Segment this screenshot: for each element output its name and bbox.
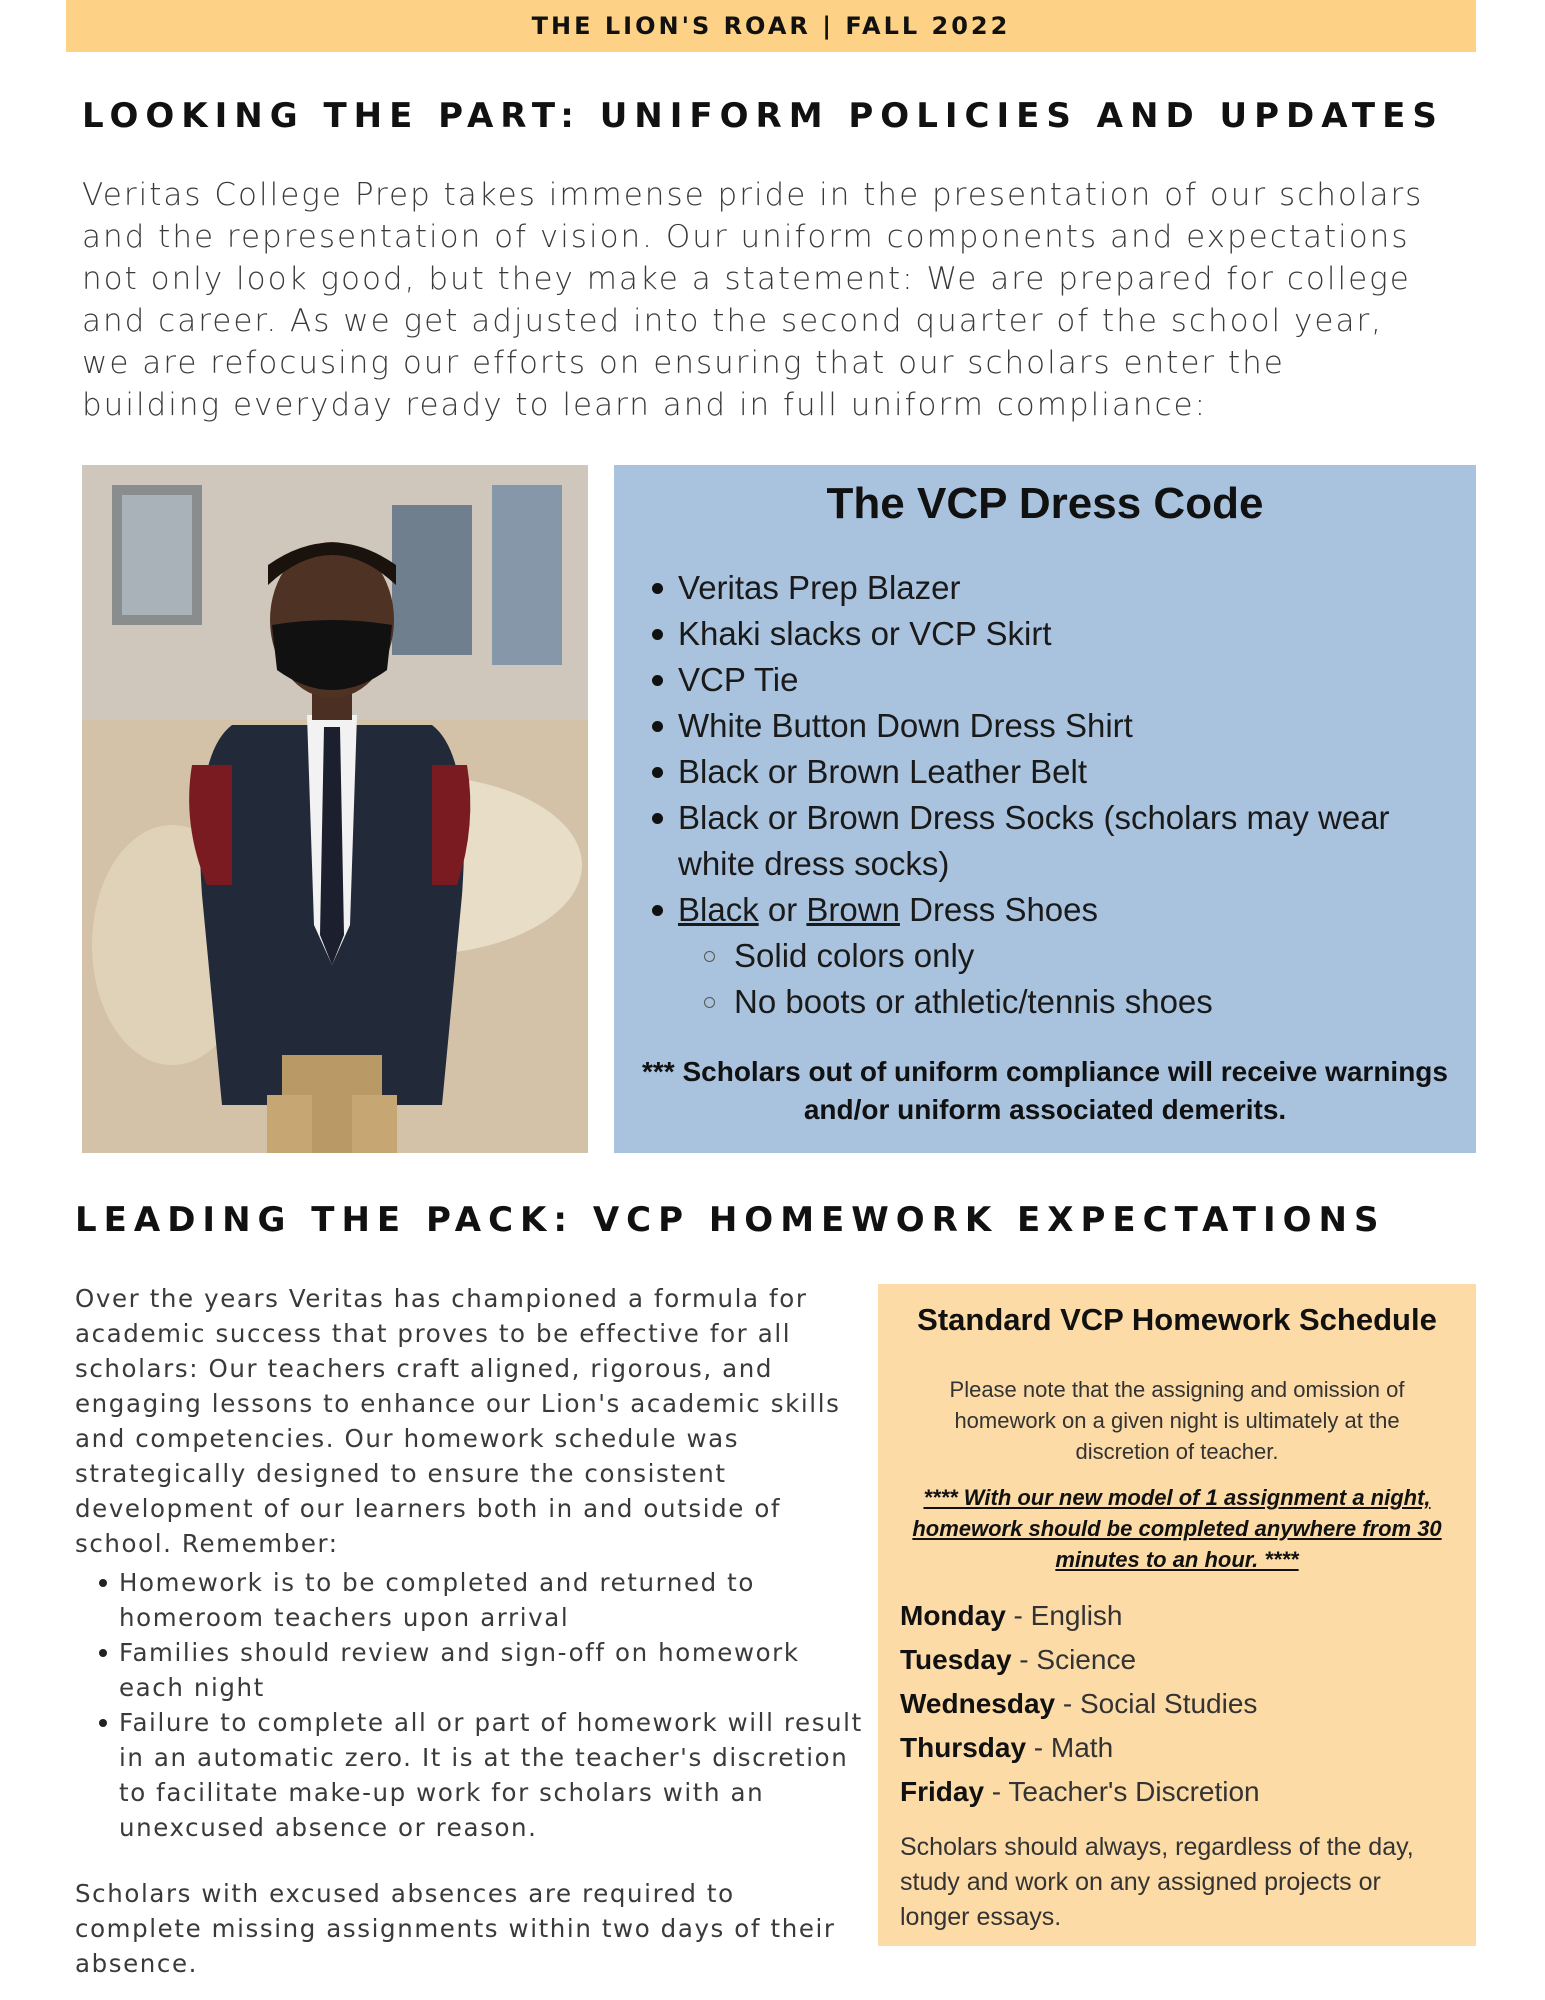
dress-code-item: Veritas Prep Blazer (648, 565, 1448, 611)
day-subject: - Science (1011, 1644, 1137, 1675)
schedule-day-list (900, 1594, 1460, 1814)
homework-excused-absence-note: Scholars with excused absences are required to complete missing assignments within two days of their absence. (75, 1879, 836, 1978)
dress-code-compliance-note: *** Scholars out of uniform compliance will receive warnings and/or uniform associated demerits. (642, 1056, 1448, 1125)
homework-intro-paragraph: Over the years Veritas has championed a formula for academic success that proves to be effective for all scholars: Our teachers craft aligned, rigorous, and engaging lessons to enhance our Lion's academic skills and competencies. Our homework schedule was strategically designed to ensure the consistent development of our learners both in and outside of school. Remember: (75, 1284, 841, 1558)
dress-code-item: Khaki slacks or VCP Skirt (648, 611, 1448, 657)
day-name: Wednesday (900, 1688, 1056, 1719)
shoes-black-label: Black (678, 891, 759, 928)
schedule-projects-note: Scholars should always, regardless of the day, study and work on any assigned projects or longer essays. (900, 1833, 1414, 1931)
homework-rules-list (75, 1565, 865, 1845)
dress-code-item: Black or Brown Leather Belt (648, 749, 1448, 795)
day-subject: - Social Studies (1055, 1688, 1258, 1719)
day-name: Monday (900, 1600, 1006, 1631)
day-subject: - Teacher's Discretion (984, 1776, 1260, 1807)
schedule-day-row (900, 1682, 1460, 1726)
homework-rule-item: Homework is to be completed and returned to homeroom teachers upon arrival (75, 1565, 865, 1635)
day-subject: - Math (1026, 1732, 1114, 1763)
dress-code-item-shoes (648, 887, 1448, 933)
schedule-model-emphasis: **** With our new model of 1 assignment a night, homework should be completed anywhere from 30 minutes to an hour. **** (912, 1485, 1442, 1572)
dress-code-list (648, 565, 1448, 1025)
newsletter-banner (66, 0, 1476, 52)
dress-code-sub-item: No boots or athletic/tennis shoes (648, 979, 1448, 1025)
dress-code-title: The VCP Dress Code (826, 479, 1264, 528)
day-name: Tuesday (900, 1644, 1012, 1675)
schedule-day-row (900, 1770, 1460, 1814)
banner-title: THE LION'S ROAR | FALL 2022 (531, 12, 1011, 40)
day-name: Thursday (900, 1732, 1027, 1763)
uniform-intro-paragraph: Veritas College Prep takes immense pride in the presentation of our scholars and the representation of vision. Our uniform components and expectations not only look good, but they make a statement: We are prepared for college and career. As we get adjusted into the second quarter of the school year, we are refocusing our efforts on ensuring that our scholars enter the building everyday ready to learn and in full uniform compliance: (82, 177, 1424, 423)
dress-code-item: Black or Brown Dress Socks (scholars may wear white dress socks) (648, 795, 1448, 887)
day-name: Friday (900, 1776, 985, 1807)
schedule-discretion-note: Please note that the assigning and omission of homework on a given night is ultimately at the discretion of teacher. (949, 1377, 1405, 1464)
dress-code-sub-item: Solid colors only (648, 933, 1448, 979)
dress-code-item: VCP Tie (648, 657, 1448, 703)
homework-section-heading: LEADING THE PACK: VCP HOMEWORK EXPECTATIONS (75, 1200, 1386, 1240)
homework-rule-item: Families should review and sign-off on homework each night (75, 1635, 865, 1705)
schedule-day-row (900, 1638, 1460, 1682)
dress-code-item: White Button Down Dress Shirt (648, 703, 1448, 749)
shoes-or-label: or (758, 891, 807, 928)
student-photo-illustration (82, 465, 588, 1153)
shoes-rest-label: Dress Shoes (899, 891, 1099, 928)
homework-rule-item: Failure to complete all or part of homework will result in an automatic zero. It is at the teacher's discretion to facilitate make-up work for scholars with an unexcused absence or reason. (75, 1705, 865, 1845)
schedule-title: Standard VCP Homework Schedule (917, 1302, 1437, 1337)
student-uniform-photo (82, 465, 588, 1153)
uniform-section-heading: LOOKING THE PART: UNIFORM POLICIES AND UPDATES (82, 96, 1444, 136)
day-subject: - English (1005, 1600, 1123, 1631)
homework-schedule-box (878, 1284, 1476, 1946)
dress-code-box (614, 465, 1476, 1153)
schedule-day-row (900, 1726, 1460, 1770)
shoes-brown-label: Brown (806, 891, 900, 928)
schedule-day-row (900, 1594, 1460, 1638)
